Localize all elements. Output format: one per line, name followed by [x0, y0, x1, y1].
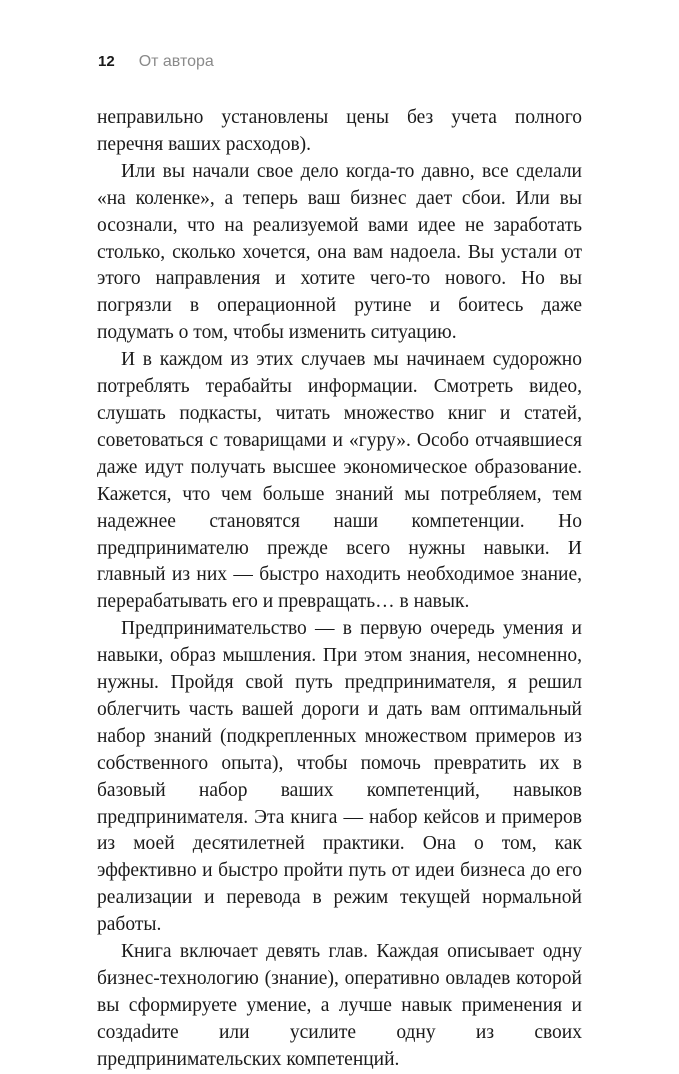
- body-text: [97, 105, 582, 1074]
- running-head: [98, 52, 214, 72]
- paragraph: Предпринимательство — в первую очередь умения и навыки, образ мышления. При этом знания, несомненно, нужны. Пройдя свой путь предпринимателя, я решил облегчить часть вашей дороги и дать вам оптимальный набор знаний (подкрепленных множеством примеров из собственного опыта), чтобы помочь превратить их в базовый набор ваших компетенций, навыков предпринимателя. Эта книга — набор кейсов и примеров из моей десятилетней практики. Она о том, как эффективно и быстро пройти путь от идеи бизнеса до его реализации и перевода в режим текущей нормальной работы.: [97, 618, 582, 936]
- paragraph-continued: неправильно установлены цены без учета полного перечня ваших расходов).: [97, 107, 582, 155]
- page-number: 12: [98, 53, 115, 70]
- paragraph: Книга включает девять глав. Каждая описывает одну бизнес-технологию (знание), оперативно овладев которой вы сформируете умение, а лучше навык применения и создаdите или усилите одну из своих предпринимательских компетенций.: [97, 941, 582, 1070]
- paragraph: Или вы начали свое дело когда-то давно, все сделали «на коленке», а теперь ваш бизнес дает сбои. Или вы осознали, что на реализуемой вами идее не заработать столько, сколько хочется, она вам надоела. Вы устали от этого направления и хотите чего-то нового. Но вы погрязли в операционной рутине и боитесь даже подумать о том, чтобы изменить ситуацию.: [97, 160, 582, 344]
- section-title: От автора: [138, 53, 214, 70]
- paragraph: И в каждом из этих случаев мы начинаем судорожно потреблять терабайты информации. Смотреть видео, слушать подкасты, читать множество книг и статей, советоваться с товарищами и «гуру». Особо отчаявшиеся даже идут получать высшее экономическое образование. Кажется, что чем больше знаний мы потребляем, тем надежнее становятся наши компетенции. Но предпринимателю прежде всего нужны навыки. И главный из них — быстро находить необходимое знание, перерабатывать его и превращать… в навык.: [97, 349, 582, 613]
